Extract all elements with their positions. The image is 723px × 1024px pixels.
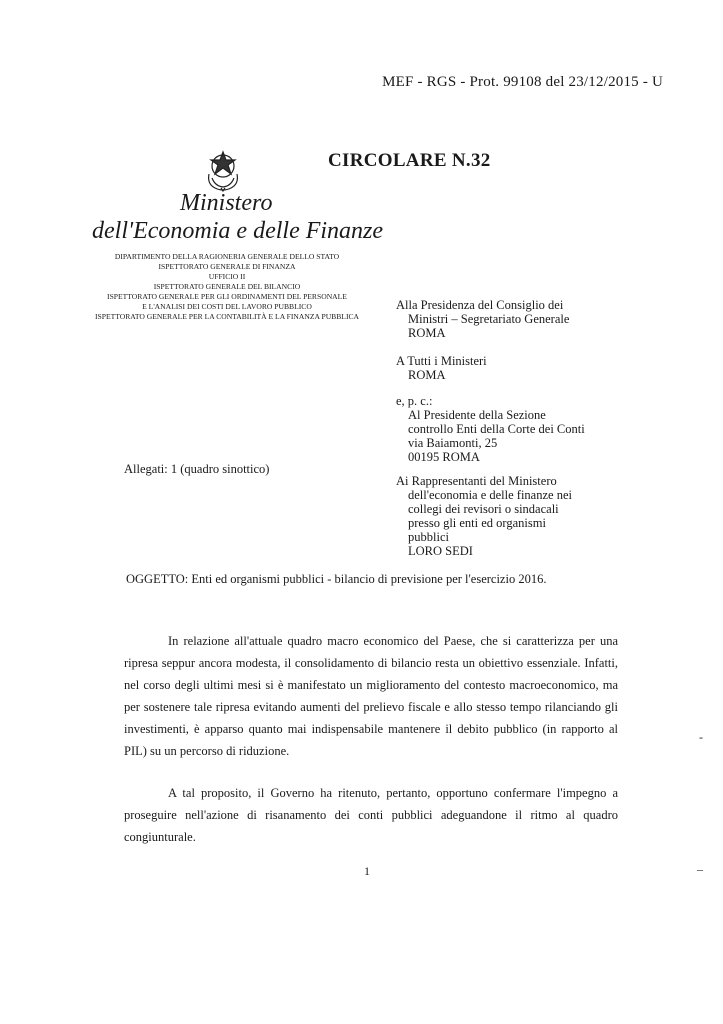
- paragraph-text: A tal proposito, il Governo ha ritenuto, pertanto, opportuno confermare l'impegno a proseguire nell'azione di risanamento dei conti pubblici adeguandone il ritmo al quadro congiunturale.: [124, 786, 618, 844]
- recipient-line: LORO SEDI: [408, 544, 473, 558]
- recipient-line: Ai Rappresentanti del Ministero: [396, 474, 557, 488]
- department-block: [82, 252, 372, 322]
- department-line: E L'ANALISI DEI COSTI DEL LAVORO PUBBLICO: [142, 302, 312, 311]
- page-number: 1: [364, 864, 370, 878]
- recipient-line: Al Presidente della Sezione: [408, 408, 546, 422]
- recipient-ministeri: [396, 354, 487, 382]
- department-line: ISPETTORATO GENERALE DEL BILANCIO: [153, 282, 301, 291]
- body-paragraph-2: [124, 782, 618, 848]
- circular-title: CIRCOLARE N.32: [328, 150, 491, 171]
- recipient-corte-conti: [396, 394, 585, 464]
- attachments-note: Allegati: 1 (quadro sinottico): [124, 462, 270, 476]
- recipient-line: Ministri – Segretariato Generale: [408, 312, 570, 326]
- recipient-line: dell'economia e delle finanze nei: [408, 488, 572, 502]
- recipient-line: A Tutti i Ministeri: [396, 354, 487, 368]
- subject-line: OGGETTO: Enti ed organismi pubblici - bilancio di previsione per l'esercizio 2016.: [126, 572, 547, 586]
- department-line: DIPARTIMENTO DELLA RAGIONERIA GENERALE DELLO STATO: [114, 252, 340, 261]
- department-line: ISPETTORATO GENERALE DI FINANZA: [158, 262, 296, 271]
- recipient-line: via Baiamonti, 25: [408, 436, 498, 450]
- paragraph-text: In relazione all'attuale quadro macro economico del Paese, che si caratterizza per una ripresa seppur ancora modesta, il consolidamento di bilancio resta un obiettivo essenziale. Infatti, nel corso degli ultimi mesi si è manifestato un miglioramento del contesto macroeconomico, ma per sostenere tale ripresa evitando aumenti del prelievo fiscale e allo stesso tempo rilanciando gli investimenti, è apparso quanto mai indispensabile mantenere il debito pubblico (in rapporto al PIL) su un percorso di riduzione.: [124, 634, 618, 758]
- recipient-line: pubblici: [408, 530, 449, 544]
- department-line: UFFICIO II: [208, 272, 246, 281]
- recipient-rappresentanti: [396, 474, 572, 558]
- margin-mark: -: [699, 730, 703, 744]
- department-line: ISPETTORATO GENERALE PER LA CONTABILITÀ E LA FINANZA PUBBLICA: [94, 312, 360, 321]
- margin-mark: –: [697, 862, 703, 876]
- recipient-line: ROMA: [408, 368, 446, 382]
- ministry-script-line1: Ministero: [180, 190, 273, 216]
- recipient-line: ROMA: [408, 326, 446, 340]
- department-line: ISPETTORATO GENERALE PER GLI ORDINAMENTI DEL PERSONALE: [107, 292, 347, 301]
- recipient-line: presso gli enti ed organismi: [408, 516, 546, 530]
- recipient-prefix: e, p. c.:: [396, 394, 433, 408]
- ministry-script-line2: dell'Economia e delle Finanze: [92, 218, 384, 244]
- protocol-stamp: MEF - RGS - Prot. 99108 del 23/12/2015 - U: [382, 74, 663, 90]
- recipient-line: collegi dei revisori o sindacali: [408, 502, 559, 516]
- italian-republic-emblem-icon: [203, 148, 243, 192]
- recipient-line: Alla Presidenza del Consiglio dei: [396, 298, 564, 312]
- recipient-presidenza: [396, 298, 569, 340]
- recipient-line: 00195 ROMA: [408, 450, 480, 464]
- body-paragraph-1: [124, 630, 618, 762]
- recipient-line: controllo Enti della Corte dei Conti: [408, 422, 585, 436]
